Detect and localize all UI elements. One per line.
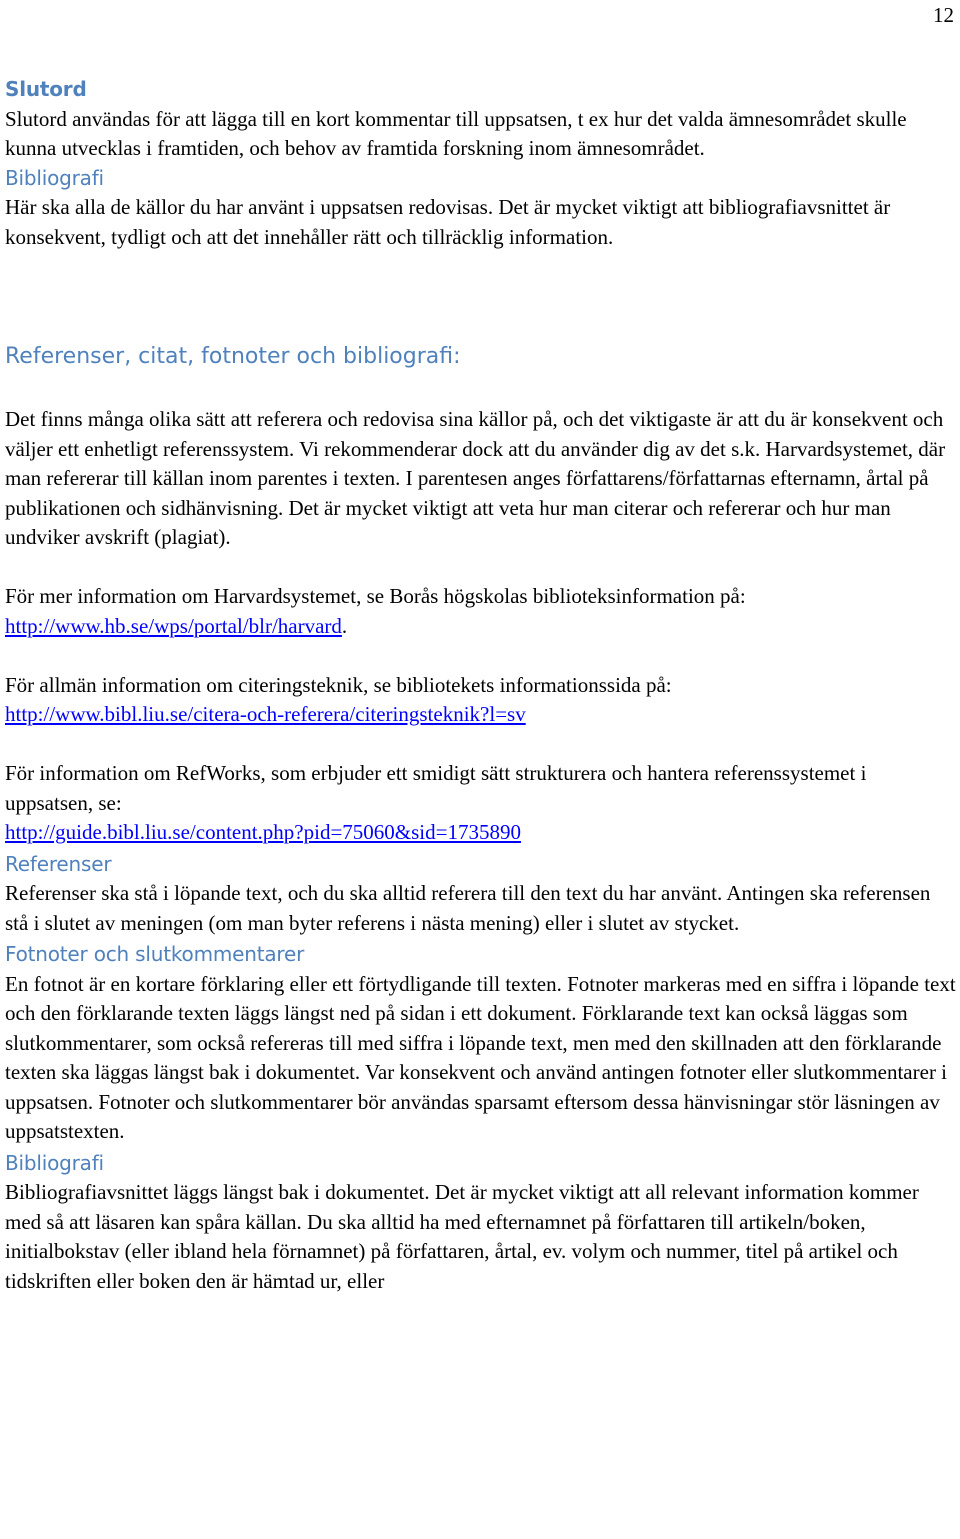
section-bibliografi-final: [5, 1149, 957, 1297]
heading-referenser-citat: Referenser, citat, fotnoter och bibliografi:: [5, 344, 461, 369]
heading-referenser: Referenser: [5, 851, 112, 876]
heading-bibliografi-intro: Bibliografi: [5, 165, 104, 190]
citering-info-text: För allmän information om citeringsteknik, se bibliotekets informationssida på:: [5, 672, 672, 697]
section-slutord: [5, 75, 957, 164]
paragraph-bibliografi-intro: Här ska alla de källor du har använt i uppsatsen redovisas. Det är mycket viktigt att bibliografiavsnittet är konsekvent, tydligt och att det innehåller rätt och tillräcklig information.: [5, 195, 891, 249]
section-fotnoter: [5, 940, 957, 1147]
paragraph-bibliografi-final: Bibliografiavsnittet läggs längst bak i dokumentet. Det är mycket viktigt att all relevant information kommer med så att läsaren kan spåra källan. Du ska alltid ha med efternamnet på författaren till artikeln/boken, initialbokstav (eller ibland hela förnamnet) på författaren, årtal, ev. volym och nummer, titel på artikel och tidskriften eller boken den är hämtad ur, eller: [5, 1180, 919, 1293]
harvard-info-text: För mer information om Harvardsystemet, se Borås högskolas biblioteksinformation på:: [5, 584, 746, 608]
harvard-link[interactable]: http://www.hb.se/wps/portal/blr/harvard: [5, 613, 342, 638]
paragraph-slutord: Slutord användas för att lägga till en kort kommentar till uppsatsen, t ex hur det valda ämnesområdet skulle kunna utvecklas i framtiden, och behov av framtida forskning inom ämnesområdet.: [5, 106, 907, 160]
document-body: [5, 75, 957, 1296]
section-referenser: [5, 850, 957, 939]
paragraph-referenssystem: Det finns många olika sätt att referera och redovisa sina källor på, och det viktigaste är att du är konsekvent och väljer ett enhetligt referenssystem. Vi rekommenderar dock att du använder dig av det s.k. Harvardsystemet, där man refererar till källan inom parentes i texten. I parentesen anges författarens/författarnas efternamn, årtal på publikationen och sidhänvisning. Det är mycket viktigt att veta hur man citerar och refererar och hur man undviker avskrift (plagiat).: [5, 407, 946, 549]
section-referenser-citat: [5, 342, 957, 848]
paragraph-citering-info: [5, 671, 957, 730]
heading-bibliografi-final: Bibliografi: [5, 1150, 104, 1175]
page-number: 12: [933, 3, 954, 27]
paragraph-fotnoter: En fotnot är en kortare förklaring eller ett förtydligande till texten. Fotnoter markeras med en siffra i löpande text och den förklarande texten läggs längst ned på sidan i ett dokument. Förklarande text kan också läggas som slutkommentarer, som också refereras till med siffra i löpande text, men med den skillnaden att den förklarande texten ska läggas längst bak i dokumentet. Var konsekvent och använd antingen fotnoter eller slutkommentarer i uppsatsen. Fotnoter och slutkommentarer bör användas sparsamt eftersom dessa hänvisningar stör läsningen av uppsatstexten.: [5, 971, 956, 1143]
refworks-link[interactable]: http://guide.bibl.liu.se/content.php?pid=75060&sid=1735890: [5, 820, 521, 844]
section-bibliografi-intro: [5, 164, 957, 253]
paragraph-refworks-info: [5, 759, 957, 848]
paragraph-referenser: Referenser ska stå i löpande text, och du ska alltid referera till den text du har använt. Antingen ska referensen stå i slutet av meningen (om man byter referens i nästa mening) eller i slutet av stycket.: [5, 881, 931, 935]
harvard-link-suffix: .: [341, 613, 348, 638]
heading-slutord: Slutord: [5, 77, 87, 101]
refworks-info-text: För information om RefWorks, som erbjuder ett smidigt sätt strukturera och hantera referenssystemet i uppsatsen, se:: [5, 761, 867, 815]
heading-fotnoter: Fotnoter och slutkommentarer: [5, 942, 305, 966]
citering-link[interactable]: http://www.bibl.liu.se/citera-och-referera/citeringsteknik?l=sv: [5, 702, 526, 726]
paragraph-harvard-info: [5, 582, 957, 641]
